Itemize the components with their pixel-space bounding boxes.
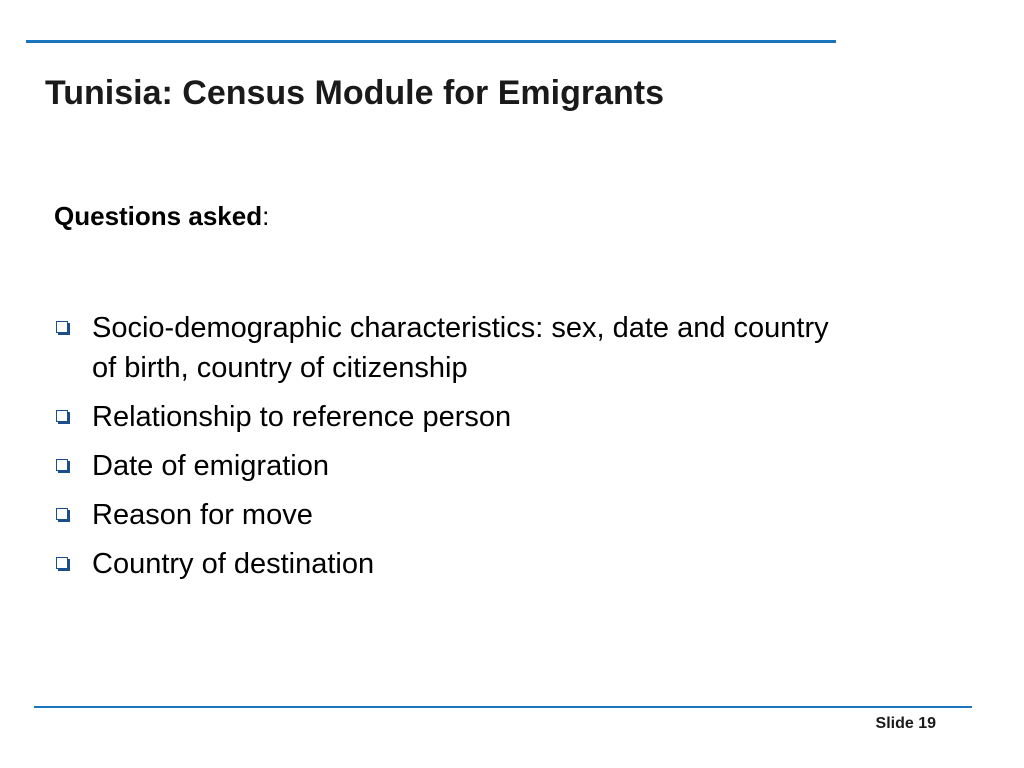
slide-number: Slide 19 <box>875 715 936 732</box>
bullet-list <box>54 308 914 593</box>
hollow-square-bullet-icon <box>56 508 68 520</box>
list-item-text: Country of destination <box>92 548 375 580</box>
hollow-square-bullet-icon <box>56 410 68 422</box>
section-heading-colon: : <box>262 201 270 231</box>
hollow-square-bullet-icon <box>56 321 68 333</box>
list-item-text: Socio-demographic characteristics: sex, date and country of birth, country of citizenship <box>92 312 829 384</box>
list-item <box>54 446 914 486</box>
top-divider <box>26 40 836 43</box>
slide-title: Tunisia: Census Module for Emigrants <box>45 74 664 112</box>
hollow-square-bullet-icon <box>56 459 68 471</box>
list-item <box>54 397 914 437</box>
list-item <box>54 308 914 388</box>
section-heading <box>54 201 269 232</box>
list-item <box>54 544 914 584</box>
list-item <box>54 495 914 535</box>
list-item-text: Reason for move <box>92 499 313 531</box>
section-heading-label: Questions asked <box>54 201 263 231</box>
list-item-text: Relationship to reference person <box>92 401 512 433</box>
list-item-text: Date of emigration <box>92 450 329 482</box>
hollow-square-bullet-icon <box>56 557 68 569</box>
bottom-divider <box>34 706 972 708</box>
